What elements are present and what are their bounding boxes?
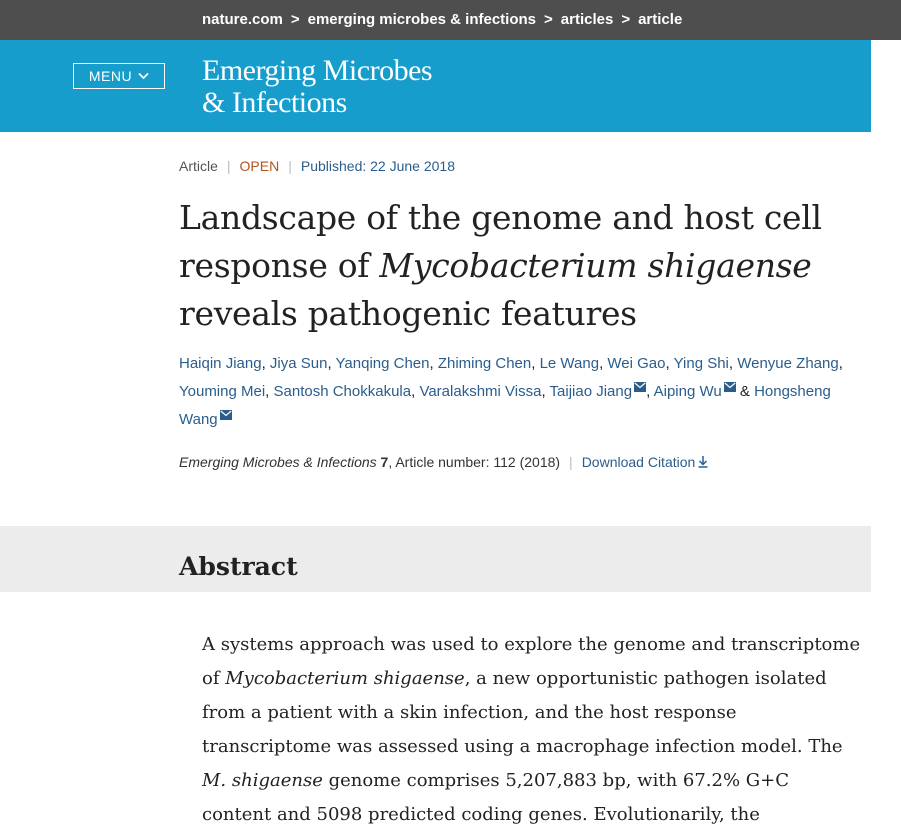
article-type: Article — [179, 158, 218, 174]
breadcrumb-separator: > — [290, 11, 300, 28]
title-species: Mycobacterium shigaense — [379, 246, 812, 285]
citation-details: , Article number: 112 (2018) — [388, 454, 561, 470]
breadcrumb-separator: > — [544, 11, 553, 28]
author-separator: , — [646, 383, 654, 400]
author-separator: , — [531, 355, 540, 372]
abstract-part-1: A systems approach was used to explore the genome and transcriptome of — [202, 634, 861, 689]
author-link[interactable]: Taijiao Jiang — [549, 383, 633, 400]
author-link[interactable]: Yanqing Chen — [335, 355, 430, 372]
article-meta — [179, 158, 455, 174]
open-access-badge: OPEN — [239, 158, 280, 174]
abstract-heading: Abstract — [179, 552, 298, 581]
top-bar — [0, 0, 901, 40]
abstract-part-3: genome comprises 5,207,883 bp, with 67.2% G+C content and 5098 predicted coding genes. Evolutionarily, the — [202, 770, 790, 825]
author-link[interactable]: Zhiming Chen — [437, 355, 532, 372]
author-separator: , — [665, 355, 674, 372]
chevron-down-icon — [138, 72, 149, 80]
journal-header — [0, 40, 871, 132]
meta-divider: | — [226, 158, 231, 174]
journal-name-line1: Emerging Microbes — [202, 54, 433, 87]
meta-divider: | — [288, 158, 292, 174]
author-separator: , — [838, 355, 843, 372]
citation-volume: 7 — [380, 454, 389, 470]
download-citation-label: Download Citation — [581, 454, 696, 470]
published-date: Published: 22 June 2018 — [300, 158, 455, 174]
title-part-1: Landscape of the genome and host cell response of — [179, 198, 822, 285]
author-link[interactable]: Varalakshmi Vissa — [419, 383, 542, 400]
citation-divider: | — [569, 454, 573, 470]
author-link[interactable]: Hongsheng Wang — [179, 383, 831, 428]
download-citation-link[interactable] — [582, 454, 709, 470]
breadcrumb-nature[interactable]: nature.com — [202, 11, 283, 28]
citation-line — [179, 454, 708, 470]
author-link[interactable]: Haiqin Jiang — [179, 355, 262, 372]
journal-logo[interactable] — [202, 55, 432, 119]
menu-label: MENU — [88, 68, 133, 84]
email-icon[interactable] — [724, 382, 736, 392]
abstract-part-2: , a new opportunistic pathogen isolated from a patient with a skin infection, and the host response transcriptome was assessed using a macrophage infection model. The — [202, 668, 843, 757]
title-part-2: reveals pathogenic features — [179, 294, 637, 333]
article-title — [179, 194, 859, 338]
breadcrumb-article[interactable]: article — [638, 11, 683, 28]
breadcrumb — [202, 0, 682, 40]
author-separator: , — [541, 383, 550, 400]
author-link[interactable]: Wenyue Zhang — [737, 355, 839, 372]
author-separator: , — [327, 355, 336, 372]
author-link[interactable]: Youming Mei — [179, 383, 266, 400]
abstract-species-short: M. shigaense — [202, 770, 323, 791]
breadcrumb-separator: > — [621, 11, 631, 28]
abstract-species: Mycobacterium shigaense — [225, 668, 465, 689]
author-link[interactable]: Jiya Sun — [269, 355, 328, 372]
email-icon[interactable] — [634, 382, 646, 392]
author-link[interactable]: Santosh Chokkakula — [273, 383, 412, 400]
author-link[interactable]: Ying Shi — [673, 355, 729, 372]
author-list — [179, 350, 859, 434]
author-separator: , — [429, 355, 438, 372]
journal-name-line2: & Infections — [202, 86, 347, 119]
author-link[interactable]: Aiping Wu — [653, 383, 722, 400]
author-separator: , — [411, 383, 420, 400]
author-join: & — [739, 383, 755, 400]
abstract-text — [202, 628, 862, 832]
author-separator: , — [728, 355, 738, 372]
author-separator: , — [261, 355, 270, 372]
author-separator: , — [265, 383, 274, 400]
citation-journal: Emerging Microbes & Infections — [179, 454, 377, 470]
author-separator: , — [599, 355, 608, 372]
email-icon[interactable] — [220, 410, 232, 420]
download-icon — [698, 456, 708, 468]
author-link[interactable]: Wei Gao — [607, 355, 666, 372]
menu-button[interactable] — [73, 63, 165, 89]
breadcrumb-articles[interactable]: articles — [560, 11, 614, 28]
author-link[interactable]: Le Wang — [539, 355, 600, 372]
breadcrumb-journal[interactable]: emerging microbes & infections — [307, 11, 537, 28]
abstract-header — [0, 526, 871, 592]
